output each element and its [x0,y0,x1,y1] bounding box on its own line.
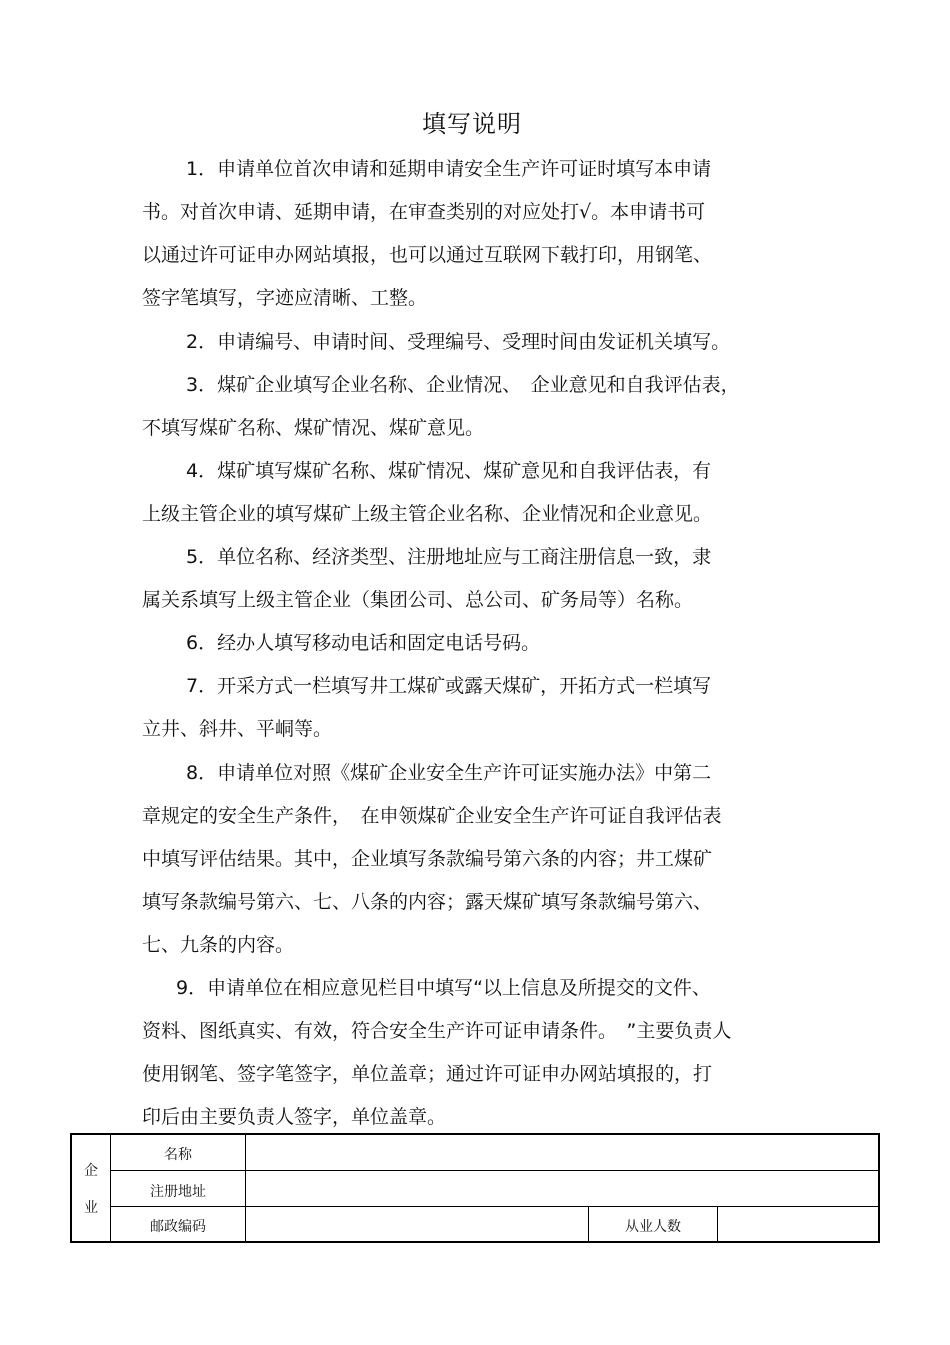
instruction-line: 5．单位名称、经济类型、注册地址应与工商注册信息一致，隶 [186,546,712,568]
name-field[interactable] [246,1144,876,1164]
instruction-line: 4．煤矿填写煤矿名称、煤矿情况、煤矿意见和自我评估表，有 [186,460,712,482]
instruction-line: 章规定的安全生产条件， 在申领煤矿企业安全生产许可证自我评估表 [142,805,722,827]
instruction-line: 属关系填写上级主管企业（集团公司、总公司、矿务局等）名称。 [142,589,694,611]
page-title: 填写说明 [422,110,522,138]
instruction-line: 9．申请单位在相应意见栏目中填写“以上信息及所提交的文件、 [176,977,711,999]
address-field[interactable] [246,1180,876,1200]
employees-field[interactable] [718,1216,876,1236]
postcode-label: 邮政编码 [150,1219,206,1235]
instruction-line: 填写条款编号第六、七、八条的内容；露天煤矿填写条款编号第六、 [142,891,713,913]
instruction-line: 书。对首次申请、延期申请，在审查类别的对应处打√。本申请书可 [142,201,706,223]
instruction-line: 七、九条的内容。 [142,934,295,956]
table-divider [110,1206,878,1207]
postcode-field[interactable] [246,1216,586,1236]
name-label: 名称 [164,1147,192,1163]
instruction-line: 1．申请单位首次申请和延期申请安全生产许可证时填写本申请 [186,158,712,180]
section-label: 企 [84,1163,98,1179]
instruction-line: 7．开采方式一栏填写井工煤矿或露天煤矿，开拓方式一栏填写 [186,675,712,697]
instruction-line: 中填写评估结果。其中，企业填写条款编号第六条的内容；井工煤矿 [142,848,713,870]
enterprise-info-table [70,1133,880,1243]
section-label: 业 [84,1200,98,1216]
address-label: 注册地址 [150,1184,206,1200]
instruction-line: 印后由主要负责人签字，单位盖章。 [142,1106,447,1128]
instruction-line: 立井、斜井、平峒等。 [142,718,333,740]
instruction-line: 3．煤矿企业填写企业名称、企业情况、 企业意见和自我评估表， [186,374,740,396]
instruction-line: 以通过许可证申办网站填报，也可以通过互联网下载打印，用钢笔、 [142,244,713,266]
instruction-line: 2．申请编号、申请时间、受理编号、受理时间由发证机关填写。 [186,331,731,353]
instruction-line: 6．经办人填写移动电话和固定电话号码。 [186,632,541,654]
instruction-line: 不填写煤矿名称、煤矿情况、煤矿意见。 [142,417,485,439]
employees-label: 从业人数 [625,1219,681,1235]
instruction-line: 使用钢笔、签字笔签字，单位盖章；通过许可证申办网站填报的，打 [142,1063,713,1085]
instruction-line: 上级主管企业的填写煤矿上级主管企业名称、企业情况和企业意见。 [142,503,713,525]
instruction-line: 资料、图纸真实、有效，符合安全生产许可证申请条件。 ”主要负责人 [142,1020,732,1042]
table-divider [110,1170,878,1171]
instruction-line: 签字笔填写，字迹应清晰、工整。 [142,287,428,309]
instruction-line: 8．申请单位对照《煤矿企业安全生产许可证实施办法》中第二 [186,762,712,784]
